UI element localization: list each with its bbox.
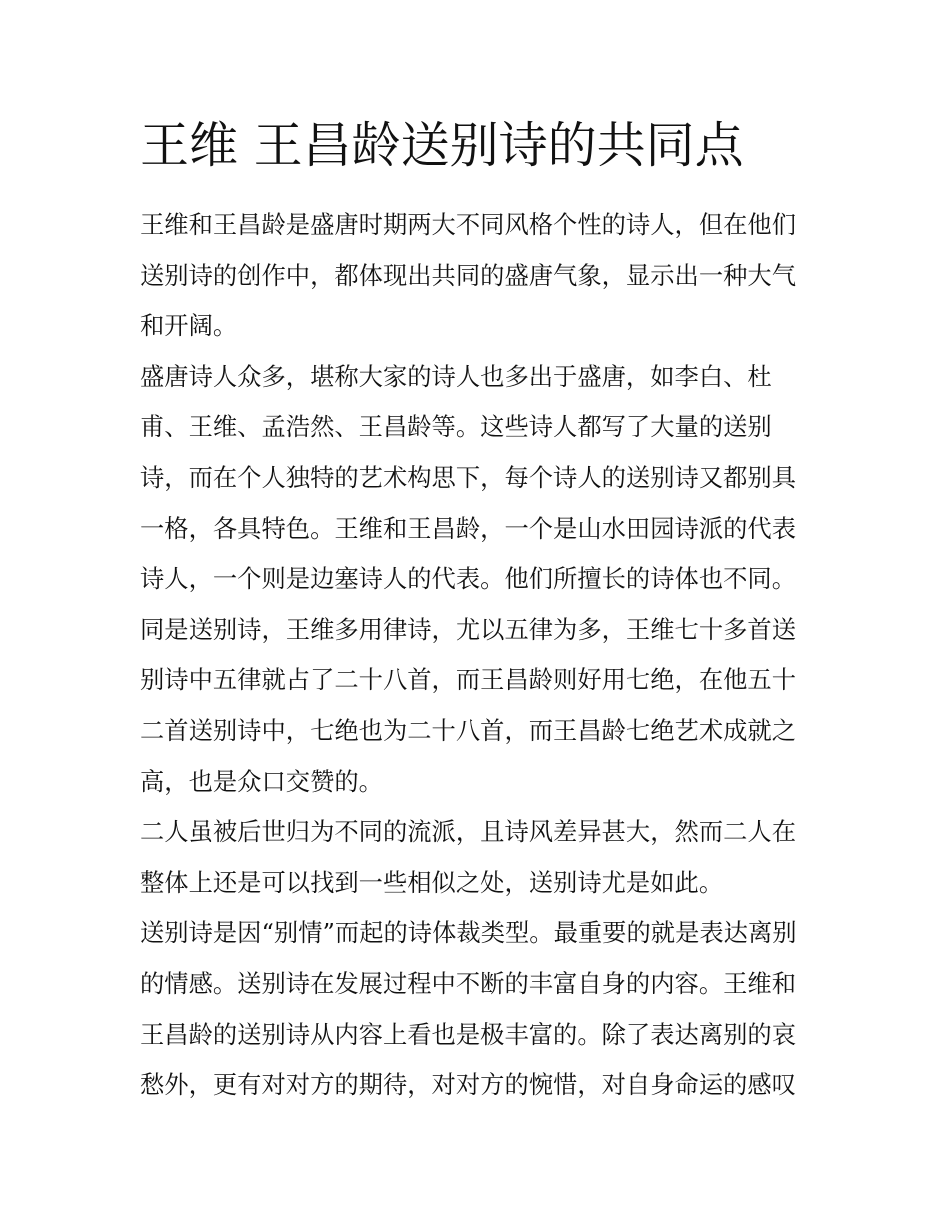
- text-line: 王昌龄的送别诗从内容上看也是极丰富的。除了表达离别的哀: [140, 1019, 797, 1049]
- text-line: 王维和王昌龄是盛唐时期两大不同风格个性的诗人，但在他们: [140, 210, 797, 239]
- text-line: 的情感。送别诗在发展过程中不断的丰富自身的内容。王维和: [140, 968, 797, 998]
- text-line: 和开阔。: [140, 311, 238, 341]
- text-line: 同是送别诗，王维多用律诗，尤以五律为多，王维七十多首送: [140, 614, 797, 644]
- text-line: 送别诗是因“别情”而起的诗体裁类型。最重要的就是表达离别: [140, 918, 797, 948]
- text-line: 盛唐诗人众多，堪称大家的诗人也多出于盛唐，如李白、杜: [140, 361, 772, 391]
- document-page: [140, 112, 812, 1111]
- text-line: 二人虽被后世归为不同的流派，且诗风差异甚大，然而二人在: [140, 817, 797, 847]
- text-line: 高，也是众口交赞的。: [140, 766, 383, 796]
- text-line: 送别诗的创作中，都体现出共同的盛唐气象，显示出一种大气: [140, 260, 797, 290]
- text-line: 二首送别诗中，七绝也为二十八首，而王昌龄七绝艺术成就之: [140, 715, 797, 745]
- text-line: 别诗中五律就占了二十八首，而王昌龄则好用七绝，在他五十: [140, 665, 797, 695]
- page-title: 王维 王昌龄送别诗的共同点: [140, 117, 744, 174]
- text-line: 整体上还是可以找到一些相似之处，送别诗尤是如此。: [140, 867, 724, 897]
- text-line: 诗，而在个人独特的艺术构思下，每个诗人的送别诗又都别具: [140, 462, 797, 492]
- text-line: 一格，各具特色。王维和王昌龄，一个是山水田园诗派的代表: [140, 513, 797, 543]
- text-line: 甫、王维、孟浩然、王昌龄等。这些诗人都写了大量的送别: [140, 412, 772, 442]
- text-line: 愁外，更有对对方的期待，对对方的惋惜，对自身命运的感叹: [140, 1070, 797, 1100]
- text-line: 诗人，一个则是边塞诗人的代表。他们所擅长的诗体也不同。: [140, 564, 797, 594]
- body-text: [140, 200, 812, 1111]
